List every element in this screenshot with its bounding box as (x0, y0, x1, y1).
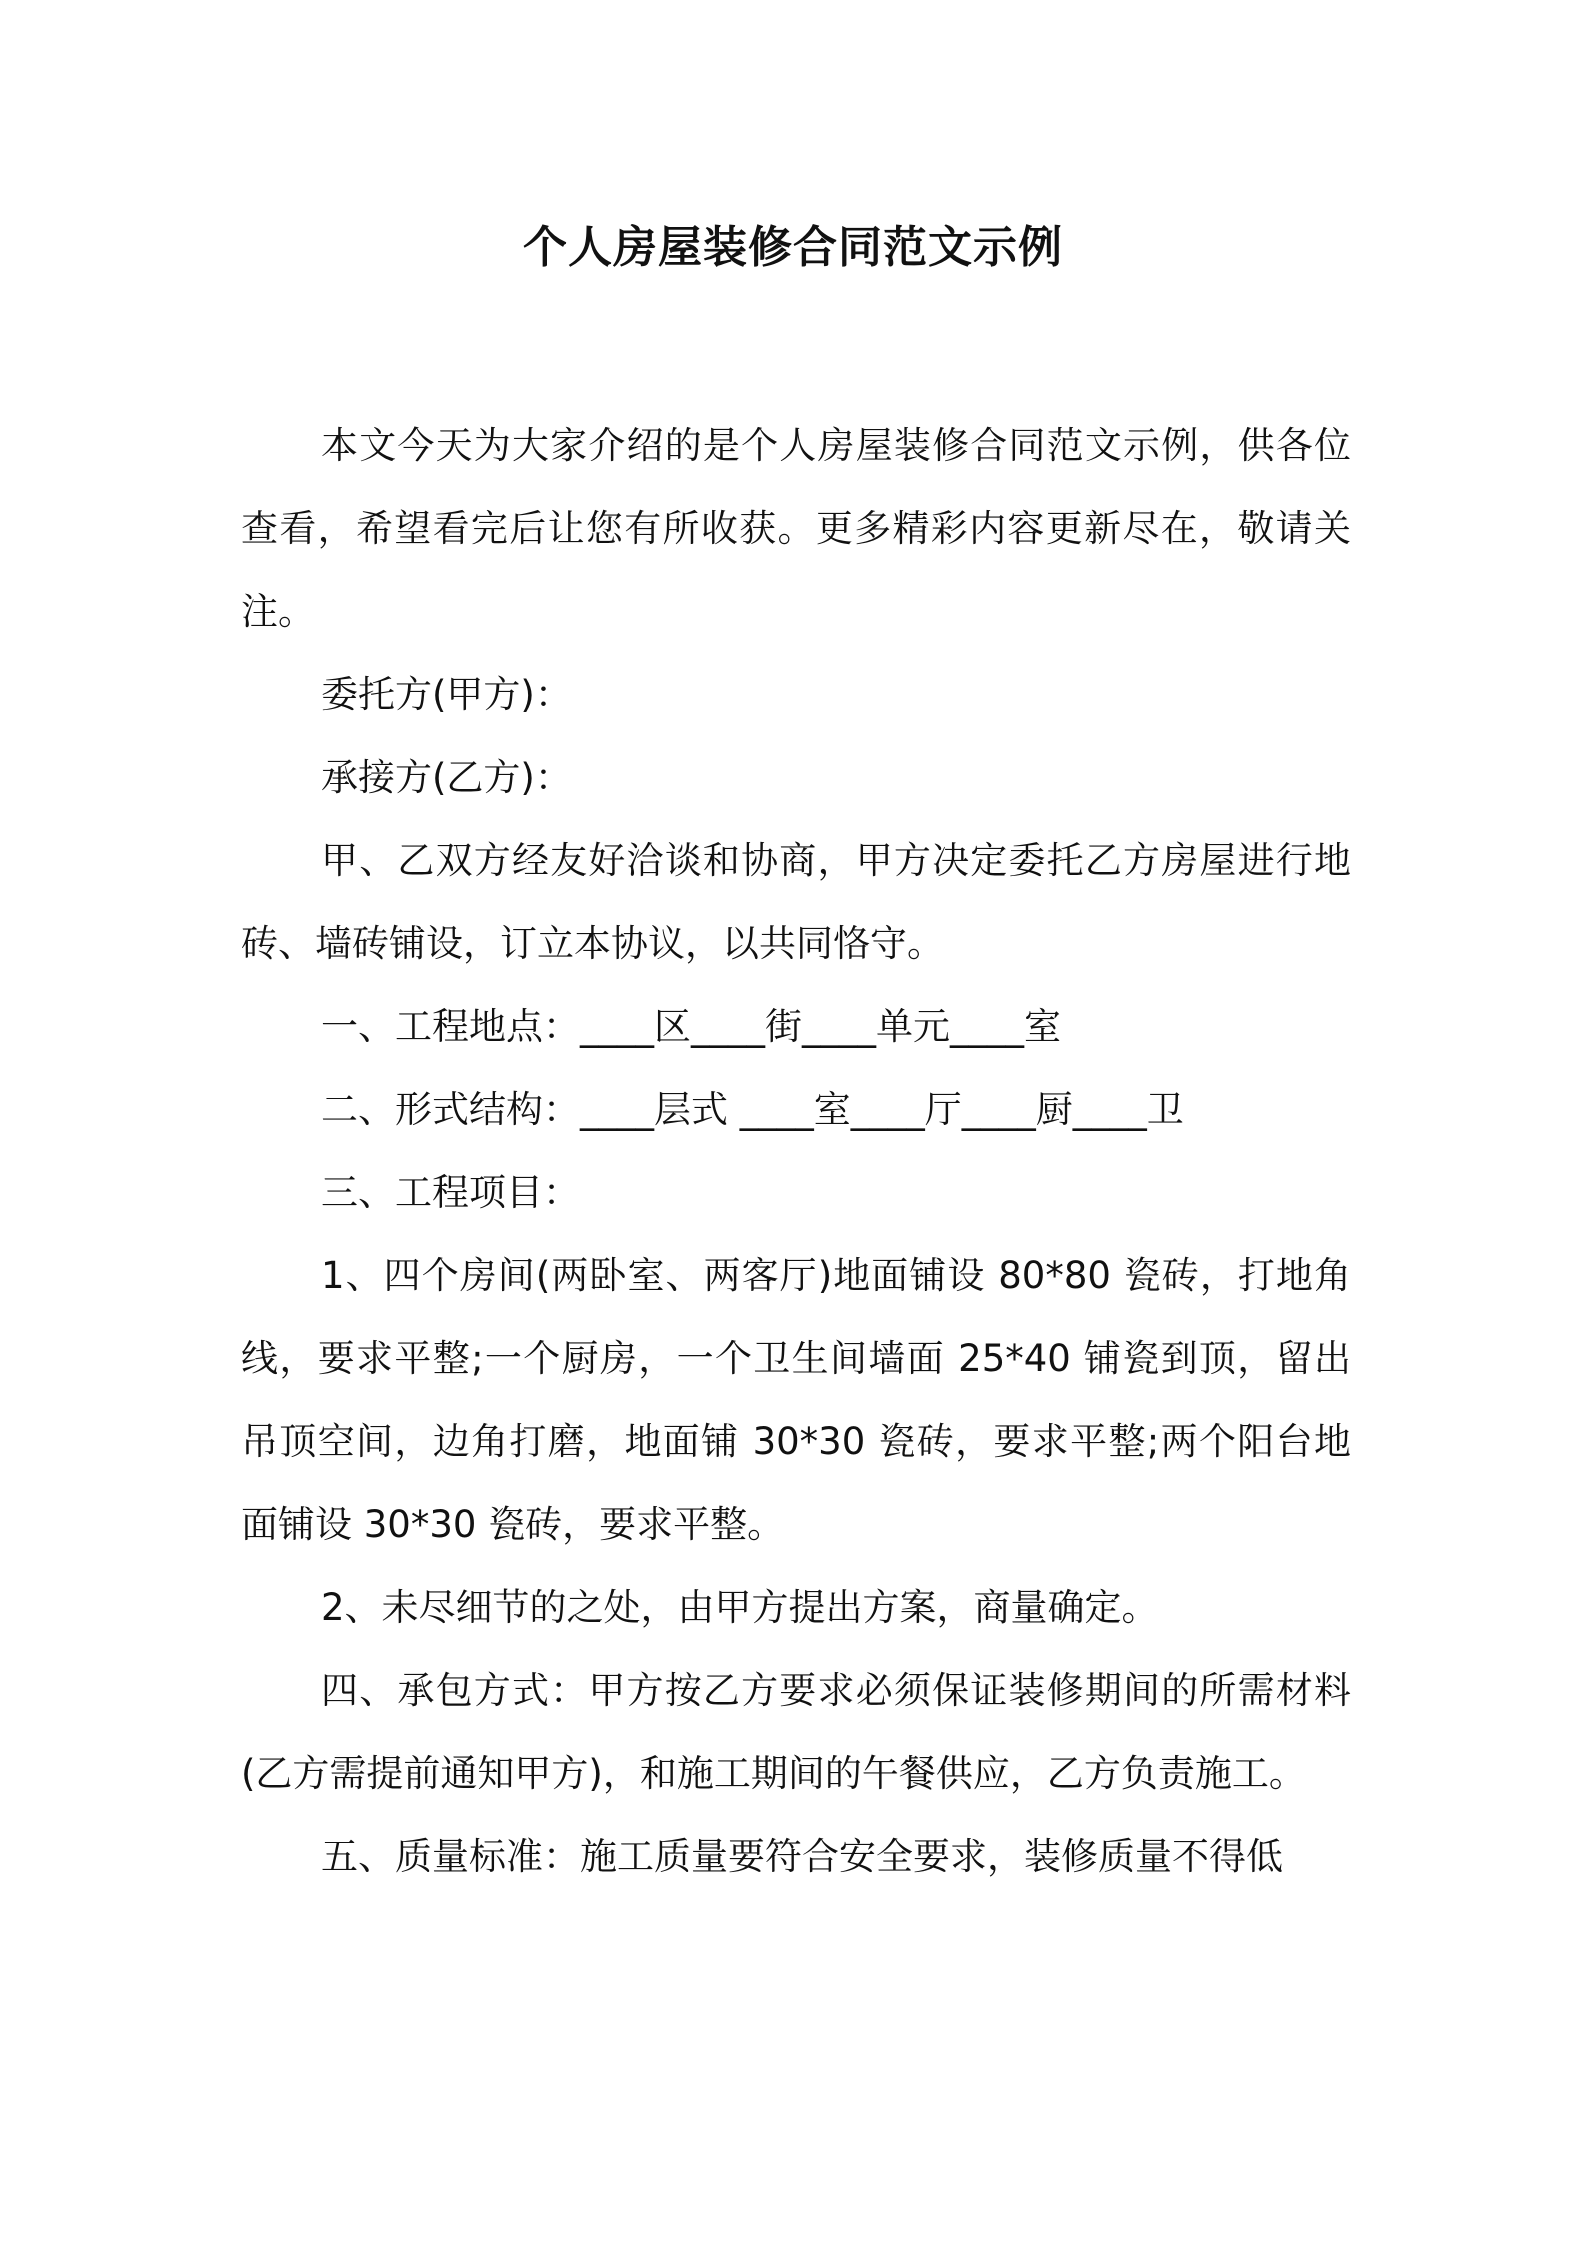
document-title: 个人房屋装修合同范文示例 (523, 222, 1063, 273)
paragraph-quality-standard: 五、质量标准：施工质量要符合安全要求，装修质量不得低 (321, 1835, 1283, 1878)
paragraph-location: 一、工程地点：____区____街____单元____室 (321, 1005, 1061, 1048)
paragraph-party-a: 委托方(甲方)： (321, 673, 572, 716)
paragraph-agreement: 甲、乙双方经友好洽谈和协商，甲方决定委托乙方房屋进行地砖、墙砖铺设，订立本协议，以共同恪守。 (241, 839, 1351, 965)
paragraph-party-b: 承接方(乙方)： (321, 756, 572, 799)
paragraph-contract-method: 四、承包方式：甲方按乙方要求必须保证装修期间的所需材料(乙方需提前通知甲方)，和施工期间的午餐供应，乙方负责施工。 (241, 1669, 1351, 1795)
paragraph-structure: 二、形式结构：____层式 ____室____厅____厨____卫 (321, 1088, 1184, 1131)
paragraph-intro: 本文今天为大家介绍的是个人房屋装修合同范文示例，供各位查看，希望看完后让您有所收获。更多精彩内容更新尽在，敬请关注。 (241, 424, 1351, 633)
document-body (241, 404, 1351, 1898)
paragraph-project-heading: 三、工程项目： (321, 1171, 580, 1214)
paragraph-project-item-1: 1、四个房间(两卧室、两客厅)地面铺设 80*80 瓷砖，打地角线，要求平整;一个厨房，一个卫生间墙面 25*40 铺瓷到顶，留出吊顶空间，边角打磨，地面铺 30*30 瓷砖，要求平整;两个阳台地面铺设 30*30 瓷砖，要求平整。 (241, 1254, 1351, 1546)
paragraph-project-item-2: 2、未尽细节的之处，由甲方提出方案，商量确定。 (321, 1586, 1159, 1629)
